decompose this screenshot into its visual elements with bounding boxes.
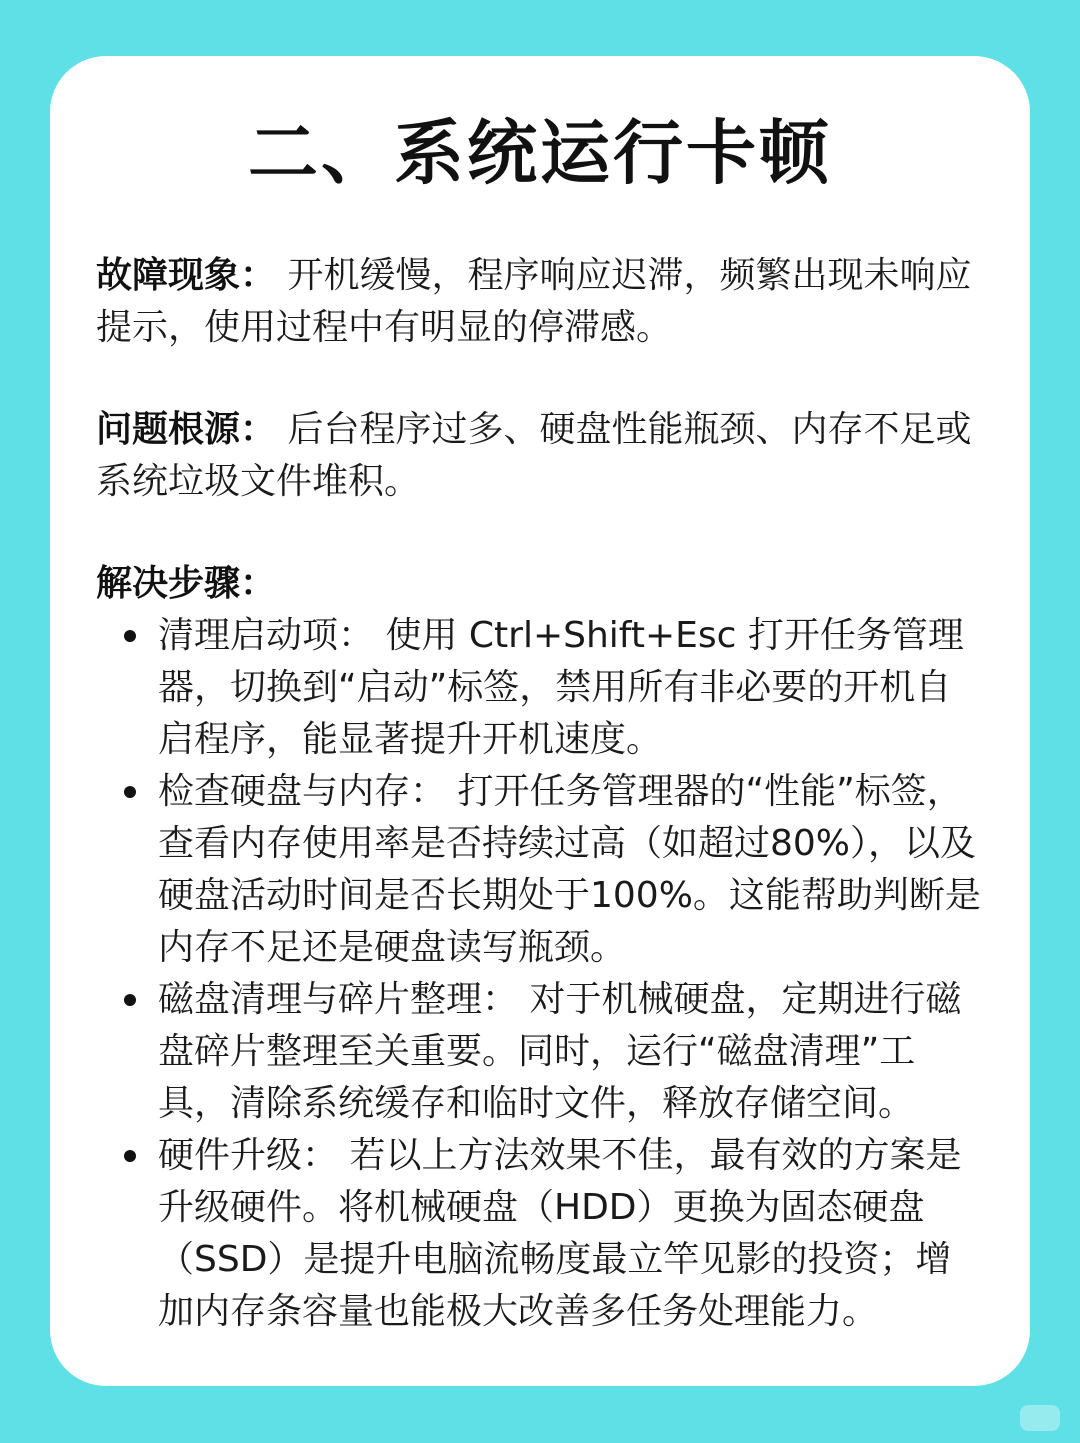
root-cause-text: 后台程序过多、硬盘性能瓶颈、内存不足或系统垃圾文件堆积。 <box>96 409 972 502</box>
solution-step <box>96 974 986 1130</box>
solution-steps-list <box>96 610 986 1338</box>
step-text: 对于机械硬盘，定期进行磁盘碎片整理至关重要。同时，运行“磁盘清理”工具，清除系统缓存和临时文件，释放存储空间。 <box>158 979 962 1124</box>
bullet-icon <box>124 994 136 1006</box>
step-text: 打开任务管理器的“性能”标签，查看内存使用率是否持续过高（如超过80%），以及硬盘活动时间是否长期处于100%。这能帮助判断是内存不足还是硬盘读写瓶颈。 <box>158 771 981 968</box>
step-text: 若以上方法效果不佳，最有效的方案是升级硬件。将机械硬盘（HDD）更换为固态硬盘（SSD）是提升电脑流畅度最立竿见影的投资；增加内存条容量也能极大改善多任务处理能力。 <box>158 1135 962 1332</box>
root-cause-paragraph <box>96 404 976 508</box>
step-title: 清理启动项： <box>158 615 375 656</box>
step-title: 磁盘清理与碎片整理： <box>158 979 519 1020</box>
bullet-icon <box>124 1150 136 1162</box>
symptom-paragraph <box>96 250 976 354</box>
solution-step <box>96 610 986 766</box>
watermark-logo <box>1020 1405 1060 1431</box>
root-cause-label: 问题根源： <box>96 409 277 450</box>
step-title: 硬件升级： <box>158 1135 339 1176</box>
solution-step <box>96 1130 986 1338</box>
solution-step <box>96 766 986 974</box>
page-title: 二、系统运行卡顿 <box>248 112 832 194</box>
solution-steps-label: 解决步骤： <box>96 563 277 604</box>
symptom-label: 故障现象： <box>96 255 277 296</box>
step-text: 使用 Ctrl+Shift+Esc 打开任务管理器，切换到“启动”标签，禁用所有非必要的开机自启程序，能显著提升开机速度。 <box>158 615 964 760</box>
symptom-text: 开机缓慢，程序响应迟滞，频繁出现未响应提示，使用过程中有明显的停滞感。 <box>96 255 972 348</box>
step-title: 检查硬盘与内存： <box>158 771 447 812</box>
bullet-icon <box>124 630 136 642</box>
bullet-icon <box>124 786 136 798</box>
